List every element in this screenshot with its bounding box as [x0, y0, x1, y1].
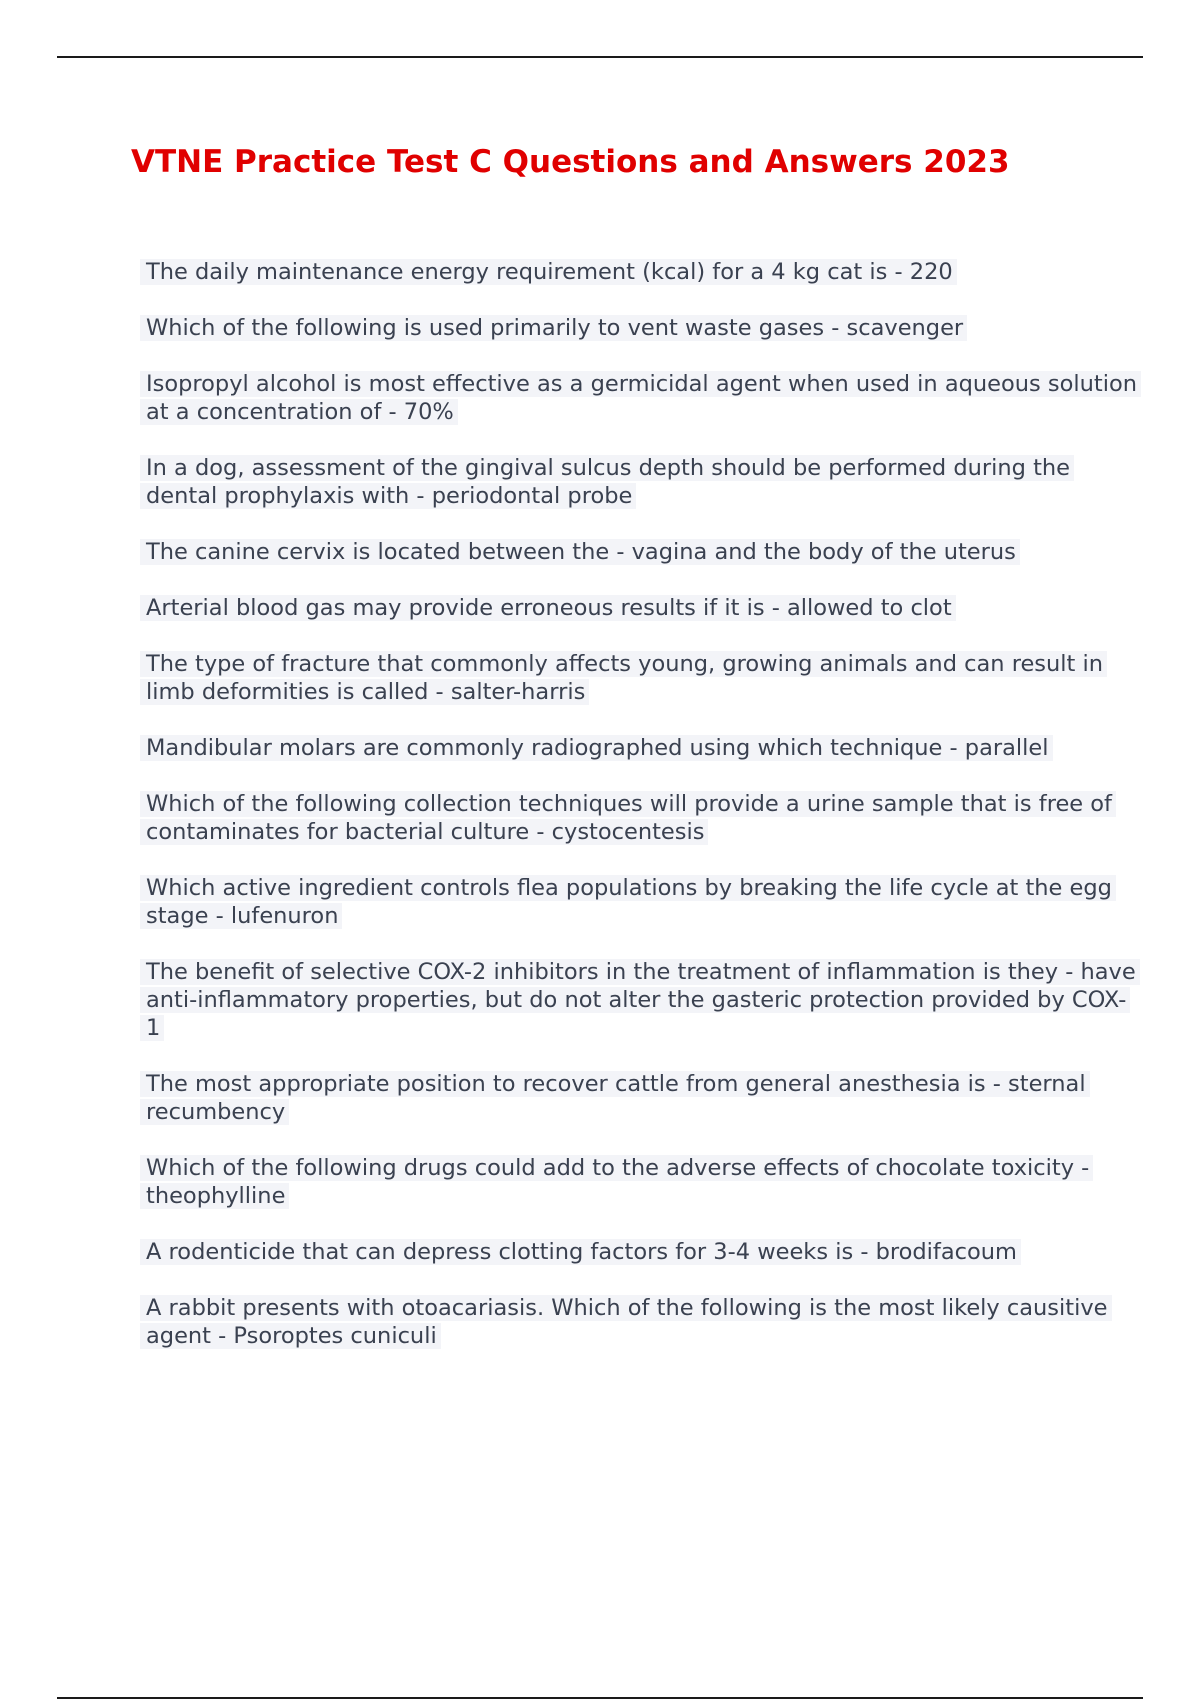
qa-item: [140, 258, 1140, 286]
qa-text: Mandibular molars are commonly radiographed using which technique - parallel: [140, 735, 1053, 761]
qa-text: Which of the following drugs could add to the adverse effects of chocolate toxicity - theophylline: [140, 1155, 1093, 1209]
qa-text: The benefit of selective COX-2 inhibitors in the treatment of inflammation is they - have anti-inflammatory properties, but do not alter the gasteric protection provided by COX-1: [140, 959, 1140, 1041]
qa-text: A rodenticide that can depress clotting factors for 3-4 weeks is - brodifacoum: [140, 1239, 1021, 1265]
qa-text: Isopropyl alcohol is most effective as a germicidal agent when used in aqueous solution at a concentration of - 70%: [140, 371, 1141, 425]
qa-item: [140, 314, 1140, 342]
qa-item: [140, 594, 1140, 622]
qa-text: Which of the following is used primarily to vent waste gases - scavenger: [140, 315, 967, 341]
qa-text: The daily maintenance energy requirement (kcal) for a 4 kg cat is - 220: [140, 259, 957, 285]
qa-item: [140, 734, 1140, 762]
qa-item: [140, 874, 1140, 930]
qa-item: [140, 370, 1140, 426]
qa-text: Arterial blood gas may provide erroneous results if it is - allowed to clot: [140, 595, 956, 621]
qa-item: [140, 454, 1140, 510]
qa-text: In a dog, assessment of the gingival sulcus depth should be performed during the dental prophylaxis with - periodontal probe: [140, 455, 1074, 509]
qa-item: [140, 1154, 1140, 1210]
qa-text: Which of the following collection techniques will provide a urine sample that is free of contaminates for bacterial culture - cystocentesis: [140, 791, 1116, 845]
qa-item: [140, 1294, 1140, 1350]
qa-item: [140, 1070, 1140, 1126]
bottom-divider: [57, 1697, 1143, 1699]
qa-item: [140, 1238, 1140, 1266]
qa-text: Which active ingredient controls flea populations by breaking the life cycle at the egg stage - lufenuron: [140, 875, 1116, 929]
qa-item: [140, 790, 1140, 846]
qa-item: [140, 538, 1140, 566]
qa-text: A rabbit presents with otoacariasis. Which of the following is the most likely causitive agent - Psoroptes cuniculi: [140, 1295, 1112, 1349]
page-title: VTNE Practice Test C Questions and Answers 2023: [131, 144, 1010, 180]
qa-item: [140, 650, 1140, 706]
qa-item: [140, 958, 1140, 1042]
qa-text: The type of fracture that commonly affects young, growing animals and can result in limb deformities is called - salter-harris: [140, 651, 1107, 705]
qa-text: The most appropriate position to recover cattle from general anesthesia is - sternal recumbency: [140, 1071, 1090, 1125]
top-divider: [57, 56, 1143, 58]
qa-text: The canine cervix is located between the - vagina and the body of the uterus: [140, 539, 1020, 565]
qa-list: [140, 258, 1140, 1378]
